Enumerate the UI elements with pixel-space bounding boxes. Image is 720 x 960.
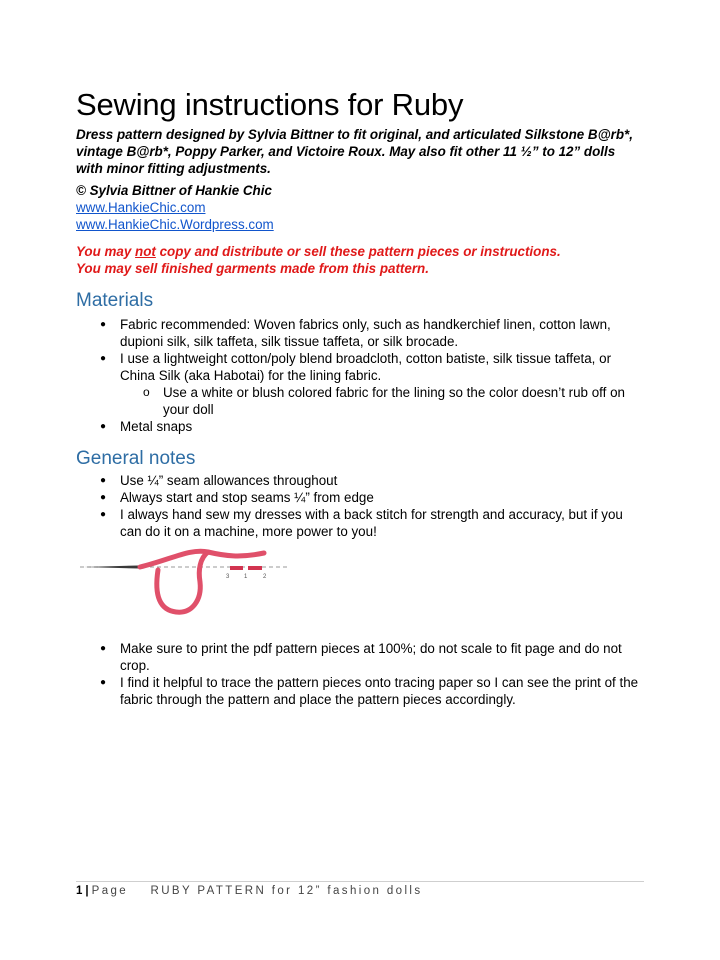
list-item: [0, 674, 640, 708]
bullet-icon: ●: [100, 353, 107, 364]
list-item-text: I use a lightweight cotton/poly blend broadcloth, cotton batiste, silk tissue taffeta, or China Silk (aka Habotai) for the lining fabric.: [120, 351, 612, 383]
page-number: 1: [76, 885, 83, 897]
warning-underlined-word: not: [135, 244, 156, 259]
copyright-notice: © Sylvia Bittner of Hankie Chic: [76, 183, 272, 198]
list-item-text: I find it helpful to trace the pattern pieces onto tracing paper so I can see the print of the fabric through the pattern and place the pattern pieces accordingly.: [120, 675, 639, 707]
list-subitem: [0, 384, 643, 418]
page-footer: [76, 885, 423, 897]
general-notes-list: [0, 472, 640, 540]
bullet-icon: ●: [100, 492, 107, 503]
stitch-label: 1: [244, 574, 248, 580]
list-item-text: Use a white or blush colored fabric for the lining so the color doesn’t rub off on your doll: [163, 385, 625, 417]
list-item-text: Fabric recommended: Woven fabrics only, such as handkerchief linen, cotton lawn, dupioni silk, silk taffeta, silk tissue taffeta, or silk brocade.: [120, 317, 611, 349]
list-item: [0, 640, 640, 674]
copyright-warning: [76, 243, 656, 277]
list-item: [0, 350, 640, 384]
list-item-text: Use ¼” seam allowances throughout: [120, 473, 338, 488]
footer-document-name: RUBY PATTERN for 12” fashion dolls: [150, 885, 423, 897]
bullet-icon: ●: [100, 319, 107, 330]
bullet-icon: ●: [100, 475, 107, 486]
footer-separator: |: [85, 885, 89, 897]
list-item: [0, 506, 640, 540]
bullet-icon: ●: [100, 677, 107, 688]
document-subtitle: Dress pattern designed by Sylvia Bittner to fit original, and articulated Silkstone B@rb*, vintage B@rb*, Poppy Parker, and Victoire Roux. May also fit other 11 ½” to 12” dolls with minor fitting adjustments.: [76, 127, 633, 176]
backstitch-illustration: [80, 540, 300, 620]
hollow-bullet-icon: o: [143, 385, 150, 399]
stitch-label: 3: [226, 574, 230, 580]
warning-line1-post: copy and distribute or sell these pattern pieces or instructions.: [155, 244, 561, 259]
materials-list: [0, 316, 643, 435]
list-item-text: Make sure to print the pdf pattern pieces at 100%; do not scale to fit page and do not crop.: [120, 641, 622, 673]
warning-line1-pre: You may: [76, 244, 136, 259]
bullet-icon: ●: [100, 643, 107, 654]
list-item: [0, 316, 640, 350]
list-item: [0, 418, 640, 435]
website-link[interactable]: www.HankieChic.com: [76, 200, 206, 215]
blog-link[interactable]: www.HankieChic.Wordpress.com: [76, 217, 274, 232]
general-notes-list-continued: [0, 640, 640, 708]
general-notes-heading: General notes: [76, 448, 196, 469]
stitch-label: 2: [263, 574, 267, 580]
footer-divider: [76, 881, 644, 882]
list-item-text: I always hand sew my dresses with a back stitch for strength and accuracy, but if you can do it on a machine, more power to you!: [120, 507, 623, 539]
list-item-text: Always start and stop seams ¼” from edge: [120, 490, 374, 505]
bullet-icon: ●: [100, 509, 107, 520]
list-item: [0, 472, 640, 489]
bullet-icon: ●: [100, 421, 107, 432]
warning-line2: You may sell finished garments made from this pattern.: [76, 261, 429, 276]
list-item-text: Metal snaps: [120, 419, 193, 434]
list-item: [0, 489, 640, 506]
page-word: Page: [91, 885, 129, 897]
materials-heading: Materials: [76, 290, 154, 311]
document-title: Sewing instructions for Ruby: [76, 87, 464, 122]
